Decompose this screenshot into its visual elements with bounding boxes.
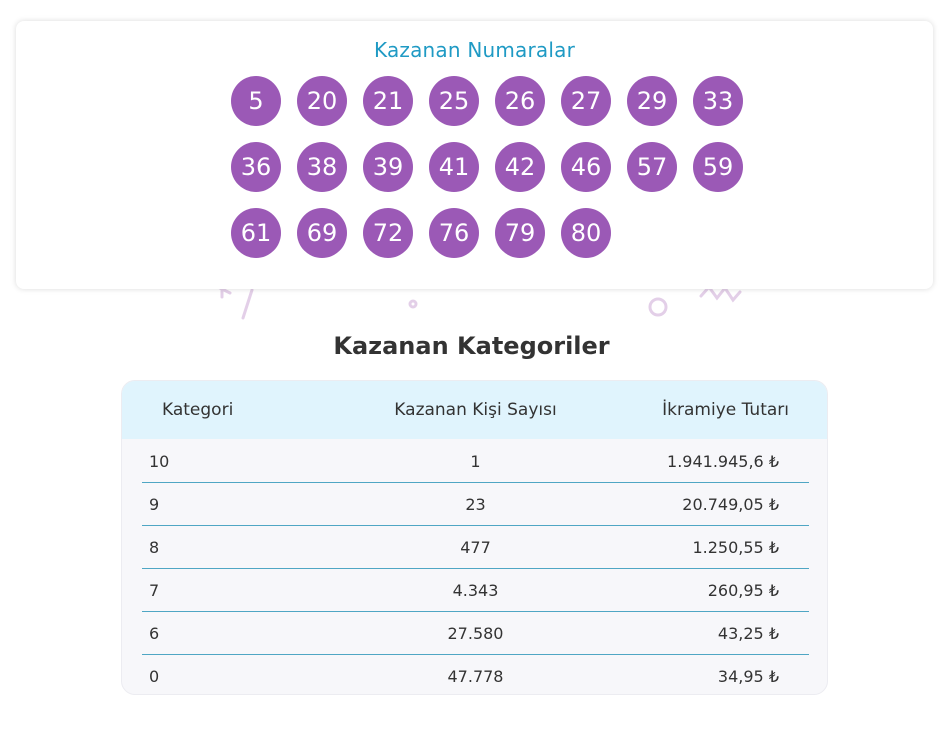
table-row: [142, 655, 809, 695]
categories-title: Kazanan Kategoriler: [333, 332, 610, 360]
number-ball: 36: [231, 142, 281, 192]
number-ball: 20: [297, 76, 347, 126]
table-row: [142, 526, 809, 569]
number-ball: 29: [627, 76, 677, 126]
winning-numbers-title: Kazanan Numaralar: [373, 38, 576, 62]
table-row: [142, 569, 809, 612]
number-ball: 39: [363, 142, 413, 192]
cell-ikramiye: 43,25 ₺: [717, 624, 779, 643]
number-ball: 69: [297, 208, 347, 258]
cell-kisi-sayisi: 477: [460, 538, 491, 557]
cell-kisi-sayisi: 47.778: [447, 667, 504, 686]
number-ball: 76: [429, 208, 479, 258]
number-ball: 5: [231, 76, 281, 126]
table-row: [142, 612, 809, 655]
number-ball: 25: [429, 76, 479, 126]
categories-table: [121, 380, 828, 695]
number-ball: 57: [627, 142, 677, 192]
number-ball: 61: [231, 208, 281, 258]
cell-ikramiye: 34,95 ₺: [717, 667, 779, 686]
cell-ikramiye: 20.749,05 ₺: [682, 495, 779, 514]
cell-ikramiye: 1.941.945,6 ₺: [667, 452, 779, 471]
cell-kisi-sayisi: 4.343: [452, 581, 499, 600]
cell-kategori: 0: [149, 667, 160, 686]
cell-kategori: 9: [149, 495, 160, 514]
number-ball: 38: [297, 142, 347, 192]
cell-kisi-sayisi: 23: [465, 495, 486, 514]
cell-ikramiye: 1.250,55 ₺: [692, 538, 779, 557]
table-header: [122, 381, 828, 439]
number-ball: 26: [495, 76, 545, 126]
cell-ikramiye: 260,95 ₺: [707, 581, 779, 600]
cell-kategori: 8: [149, 538, 160, 557]
number-ball: 27: [561, 76, 611, 126]
number-ball: 59: [693, 142, 743, 192]
number-ball: 42: [495, 142, 545, 192]
header-kisi-sayisi: Kazanan Kişi Sayısı: [394, 400, 557, 420]
number-ball: 72: [363, 208, 413, 258]
winning-numbers-card: [16, 21, 933, 289]
number-ball: 79: [495, 208, 545, 258]
cell-kisi-sayisi: 27.580: [447, 624, 504, 643]
table-row: [142, 440, 809, 483]
cell-kategori: 10: [149, 452, 170, 471]
header-ikramiye: İkramiye Tutarı: [662, 400, 789, 420]
header-kategori: Kategori: [162, 400, 234, 420]
number-ball: 41: [429, 142, 479, 192]
number-ball: 46: [561, 142, 611, 192]
number-ball: 80: [561, 208, 611, 258]
number-ball: 33: [693, 76, 743, 126]
table-row: [142, 483, 809, 526]
cell-kisi-sayisi: 1: [470, 452, 481, 471]
number-ball: 21: [363, 76, 413, 126]
cell-kategori: 7: [149, 581, 160, 600]
cell-kategori: 6: [149, 624, 160, 643]
